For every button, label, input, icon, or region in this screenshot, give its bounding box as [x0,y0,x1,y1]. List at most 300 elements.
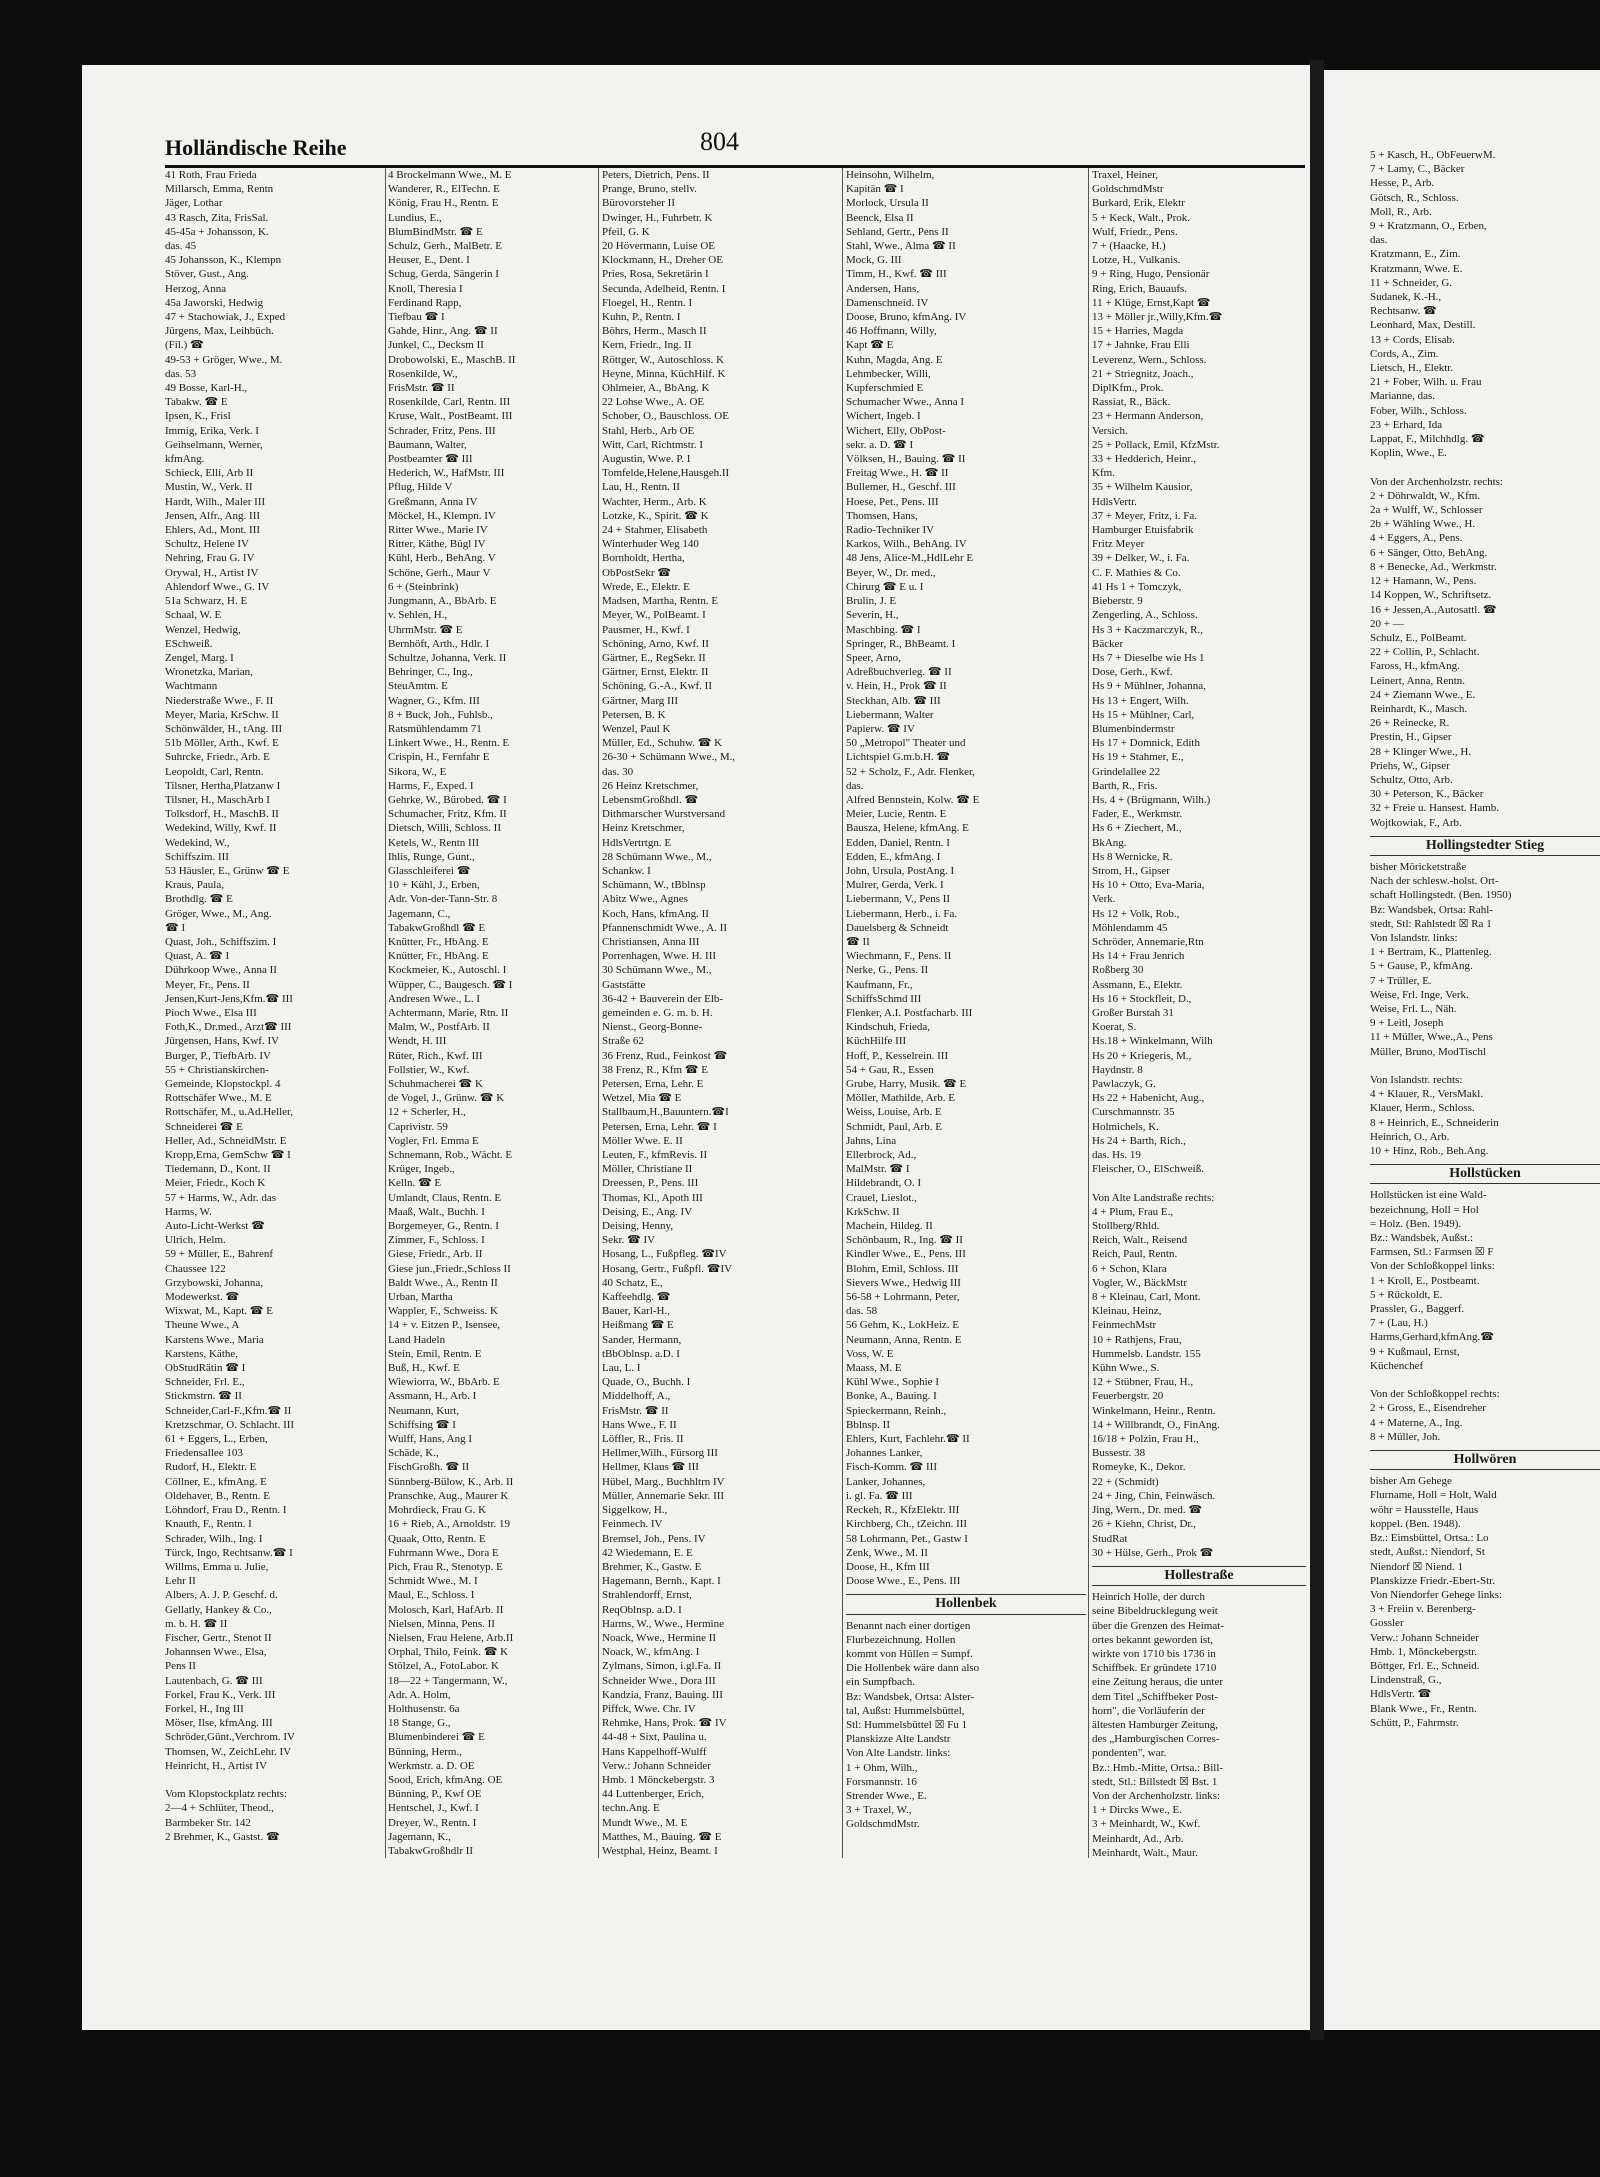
directory-entry: Bz.: Hmb.-Mitte, Ortsa.: Bill- [1092,1761,1224,1774]
directory-entry: Thomsen, W., ZeichLehr. IV [165,1745,292,1758]
directory-entry: Hs 8 Wernicke, R. [1092,850,1173,863]
directory-entry: Petersen, Erna, Lehr. E [602,1078,704,1090]
directory-entry: SteuAmtm. E [388,680,448,693]
directory-entry: 26 + Reinecke, R. [1370,717,1450,730]
directory-entry: stedt, Außst.: Niendorf, St [1370,1546,1485,1559]
directory-entry: bisher Am Gehege [1370,1475,1452,1488]
directory-entry: Giese jun.,Friedr.,Schloss II [388,1262,511,1275]
directory-entry: Flurbezeichnung. Hollen [846,1633,956,1646]
directory-entry: 59 + Müller, E., Bahrenf [165,1248,274,1261]
directory-entry: ☎ II [846,935,870,948]
directory-entry: Hs 7 + Dieselbe wie Hs 1 [1092,651,1205,664]
directory-entry: Schnemann, Rob., Wächt. E [388,1149,513,1162]
directory-entry: Land Hadeln [388,1333,446,1346]
directory-entry: Chirurg ☎ E u. I [846,580,924,593]
directory-entry: 13 + Cords, Elisab. [1370,333,1455,346]
directory-entry: des „Hamburgischen Corres- [1092,1733,1220,1746]
directory-entry: Marianne, das. [1370,390,1436,403]
directory-entry: Schneider,Carl-F.,Kfm.☎ II [165,1404,292,1417]
directory-entry: Tiefbau ☎ I [388,311,445,324]
directory-entry: Knauth, F., Rentn. I [165,1518,252,1531]
directory-entry [1092,1176,1306,1190]
directory-entry: Heinrich, O., Arb. [1370,1130,1450,1143]
directory-entry: 35 + Wilhelm Kausior, [1092,481,1193,494]
directory-entry: Bremsel, Joh., Pens. IV [602,1532,706,1545]
directory-entry: Wulf, Friedr., Pens. [1092,225,1178,238]
directory-entry: Oldehaver, B., Rentn. E [165,1489,270,1502]
directory-entry: bisher Möricketstraße [1370,860,1467,873]
directory-entry: Jürgens, Max, Leihbüch. [165,325,274,338]
directory-entry: eine Zeitung heraus, die unter [1092,1676,1224,1689]
directory-column-2 [388,168,596,1858]
directory-entry: Jäger, Lothar [165,197,223,210]
directory-entry: Lichtspiel G.m.b.H. ☎ [846,751,951,764]
directory-entry: Nach der schlesw.-holst. Ort- [1370,875,1499,888]
directory-entry: Weise, Frl. L., Näh. [1370,1002,1457,1015]
directory-entry: Vogler, W., BäckMstr [1092,1276,1187,1289]
directory-entry: Winterhuder Weg 140 [602,538,699,551]
directory-entry: ReqOblnsp. a.D. I [602,1603,682,1616]
directory-column-right-page [1370,148,1600,1730]
directory-entry: Zengel, Marg. I [165,651,234,664]
directory-entry: HdlsVertr. [1092,495,1137,508]
directory-entry: FrisMstr. ☎ II [602,1404,669,1417]
directory-column-1 [165,168,383,1844]
directory-entry: Kruse, Walt., PostBeamt. III [388,410,513,423]
directory-entry: Dwinger, H., Fuhrbetr. K [602,211,713,224]
directory-entry: Radio-Techniker IV [846,524,935,537]
directory-entry: 8 + Benecke, Ad., Werkmstr. [1370,560,1497,573]
directory-entry: Neumann, Kurt, [388,1404,460,1417]
directory-entry: Benannt nach einer dortigen [846,1619,971,1632]
directory-entry: Rosenkilde, W., [388,367,458,380]
directory-entry: Lau, H., Rentn. II [602,481,680,494]
directory-entry: m. b. H. ☎ II [165,1617,228,1630]
column-divider [842,168,843,1858]
directory-entry: Madsen, Martha, Rentn. E [602,595,719,608]
directory-entry: Lehr II [165,1575,196,1588]
directory-entry: das. [846,779,864,792]
directory-entry: 1 + Bertram, K., Plattenleg. [1370,946,1492,959]
directory-entry: Neumann, Anna, Rentn. E [846,1333,962,1346]
directory-entry: Johannes Lanker, [846,1447,923,1460]
directory-entry: Hs 16 + Stockfleit, D., [1092,992,1192,1005]
directory-entry: Andresen Wwe., L. I [388,992,481,1005]
directory-entry: 24 + Ziemann Wwe., E. [1370,688,1476,701]
directory-entry: Ipsen, K., Frisl [165,410,231,423]
directory-entry: Röttger, W., Autoschloss. K [602,353,725,366]
directory-entry: Liebermann, Walter [846,708,934,721]
directory-entry: Hoese, Pet., Pens. III [846,495,939,508]
directory-entry: ein Sumpfbach. [846,1676,916,1689]
directory-entry: Meyer, W., PolBeamt. I [602,609,706,622]
column-divider [385,168,386,1858]
directory-entry: Völksen, H., Bauing. ☎ II [846,453,966,466]
directory-entry: Mundt Wwe., M. E [602,1816,688,1829]
directory-entry: Schankw. I [602,864,651,877]
directory-entry: Herzog, Anna [165,282,227,295]
directory-entry: Kirchberg, Ch., tZeichn. III [846,1518,968,1531]
directory-entry: Flenker, A.I. Postfacharb. III [846,1006,973,1019]
directory-entry: Ferdinand Rapp, [388,296,462,309]
directory-entry: Wrede, E., Elektr. E [602,580,690,593]
directory-entry: 37 + Meyer, Fritz, i. Fa. [1092,509,1198,522]
directory-entry: Floegel, H., Rentn. I [602,296,693,309]
directory-entry: Müller, Ed., Schuhw. ☎ K [602,737,723,750]
directory-entry: 17 + Jahnke, Frau Elli [1092,339,1190,352]
directory-entry: Karstens Wwe., Maria [165,1333,264,1346]
directory-entry: Heinz Kretschmer, [602,822,685,835]
directory-entry: GoldschmdMstr. [846,1818,920,1831]
directory-entry: Feinmech. IV [602,1518,663,1531]
directory-entry: Zimmer, F., Schloss. I [388,1234,485,1247]
directory-entry: Brulin, J. E [846,595,897,608]
directory-entry: Rottschäfer Wwe., M. E [165,1092,272,1105]
directory-entry: Koplin, Wwe., E. [1370,447,1447,460]
directory-entry: Weise, Frl. Inge, Verk. [1370,988,1469,1001]
directory-entry: Möller Wwe. E. II [602,1134,683,1147]
directory-entry: Möser, Ilse, kfmAng. III [165,1717,273,1730]
directory-entry: Harms, F., Exped. I [388,779,474,792]
directory-column-5 [1092,168,1306,1860]
directory-entry: Hs 20 + Kriegeris, M., [1092,1049,1192,1062]
directory-entry: Theune Wwe., A [165,1319,240,1332]
directory-entry: Kratzmann, E., Zim. [1370,248,1461,261]
directory-entry: Pens II [165,1660,196,1673]
directory-entry: Schöne, Gerh., Maur V [388,566,491,579]
directory-entry: Freitag Wwe., H. ☎ II [846,467,949,480]
directory-entry: Gossler [1370,1617,1404,1630]
directory-entry: Dreyer, W., Rentn. I [388,1816,477,1829]
directory-entry: Kelln. ☎ E [388,1177,442,1190]
directory-entry: Liebermann, Herb., i. Fa. [846,907,958,920]
directory-entry: Geihselmann, Werner, [165,438,263,451]
directory-entry: Blumenbindermstr [1092,722,1175,735]
directory-entry: 58 Lohrmann, Pet., Gastw I [846,1532,968,1545]
directory-entry: 8 + Heinrich, E., Schneiderin [1370,1116,1499,1129]
directory-entry: Fischer, Gertr., Stenot II [165,1631,272,1644]
directory-entry: Gärtner, Marg III [602,694,679,707]
directory-entry: Schiffsing ☎ I [388,1418,456,1431]
directory-entry: Schaal, W. E [165,609,222,622]
column-divider [598,168,599,1858]
directory-entry: 8 + Kleinau, Carl, Mont. [1092,1291,1201,1304]
directory-column-3 [602,168,840,1858]
directory-entry: Wiechmann, F., Pens. II [846,950,952,963]
directory-entry: pondenten", war. [1092,1747,1167,1760]
directory-entry: Rehmke, Hans, Prok. ☎ IV [602,1717,727,1730]
directory-entry: Hagemann, Bernh., Kapt. I [602,1575,721,1588]
directory-entry: Lotze, H., Vulkanis. [1092,254,1181,267]
directory-entry: = Holz. (Ben. 1949). [1370,1217,1462,1230]
directory-entry: 30 + Peterson, K., Bäcker [1370,788,1484,801]
directory-entry: Hs. 4 + (Brügmann, Wilh.) [1092,793,1211,806]
directory-entry: Farmsen, Stl.: Farmsen ☒ F [1370,1246,1494,1259]
directory-entry: Schultze, Johanna, Verk. II [388,651,507,664]
directory-entry: Moll, R., Arb. [1370,205,1432,218]
directory-entry: Heyne, Minna, KüchHilf. K [602,367,726,380]
directory-entry: Sander, Hermann, [602,1333,682,1346]
directory-entry: Prestin, H., Gipser [1370,731,1452,744]
directory-entry: das. 58 [846,1305,878,1318]
directory-entry: das. Hs. 19 [1092,1149,1141,1162]
directory-entry: Wachtmann [165,680,218,693]
directory-entry: Nerke, G., Pens. II [846,964,929,977]
directory-entry: Haydnstr. 8 [1092,1063,1143,1076]
directory-entry: Stahl, Wwe., Alma ☎ II [846,240,956,253]
directory-entry: Harms, W., Wwe., Hermine [602,1617,724,1630]
directory-entry: Ehlers, Kurt, Fachlehr.☎ II [846,1433,970,1446]
directory-entry: Augustin, Wwe. P. I [602,453,691,466]
directory-entry: Edden, Daniel, Rentn. I [846,836,950,849]
directory-entry: Löffler, R., Fris. II [602,1433,684,1446]
directory-entry: bezeichnung, Holl = Hol [1370,1203,1479,1216]
directory-entry: Ratsmühlendamm 71 [388,722,482,735]
directory-entry: Pioch Wwe., Elsa III [165,1006,257,1019]
directory-entry: Westphal, Heinz, Beamt. I [602,1844,718,1857]
directory-entry [1370,1059,1600,1073]
directory-entry: Junkel, C., Decksm II [388,339,484,352]
directory-entry: Beenck, Elsa II [846,211,914,224]
directory-entry: FeinmechMstr [1092,1319,1157,1332]
directory-entry: 12 + Hamann, W., Pens. [1370,575,1477,588]
directory-entry: Schöning, G.-A., Kwf. II [602,680,712,693]
directory-entry: 7 + (Lau, H.) [1370,1317,1428,1330]
directory-entry: Von Islandstr. links: [1370,931,1458,944]
directory-entry: FischGroßh. ☎ II [388,1461,470,1474]
directory-entry: Pawlaczyk, G. [1092,1078,1156,1090]
directory-entry: Steckhan, Alb. ☎ III [846,694,941,707]
directory-entry: 16 + Jessen,A.,Autosattl. ☎ [1370,603,1497,616]
directory-entry: Wetzel, Mia ☎ E [602,1092,682,1105]
page-header [165,125,1305,168]
directory-entry: Chaussee 122 [165,1262,226,1275]
directory-entry: Hans Kappelhoff-Wulff [602,1745,707,1758]
directory-entry: Schuhmacherei ☎ K [388,1078,483,1090]
directory-entry: Curschmannstr. 35 [1092,1106,1175,1119]
directory-entry: 12 + Scherler, H., [388,1106,466,1119]
directory-entry: Wachter, Herm., Arb. K [602,495,707,508]
directory-entry: über die Grenzen des Heimat- [1092,1619,1224,1632]
directory-entry: 21 + Striegnitz, Joach., [1092,367,1194,380]
directory-entry: Vom Klopstockplatz rechts: [165,1788,287,1801]
directory-entry: Drobowolski, E., MaschB. II [388,353,516,366]
directory-column-4 [846,168,1086,1832]
directory-entry: 14 + Willbrandt, O., FinAng. [1092,1418,1220,1431]
directory-entry: Schumacher, Fritz, Kfm. II [388,808,507,821]
directory-entry: Kraus, Paula, [165,879,224,892]
directory-entry: 41 Hs 1 + Tomczyk, [1092,580,1182,593]
directory-entry: Brothdlg. ☎ E [165,893,233,906]
directory-entry: Wixwat, M., Kapt. ☎ E [165,1305,273,1318]
directory-entry: 32 + Freie u. Hansest. Hamb. [1370,802,1500,815]
directory-entry: Noack, W., kfmAng. I [602,1646,700,1659]
directory-entry: Holthusenstr. 6a [388,1702,460,1715]
directory-entry: Blank Wwe., Fr., Rentn. [1370,1702,1477,1715]
directory-entry: 57 + Harms, W., Adr. das [165,1191,277,1204]
directory-entry: Schröder, Annemarie,Rtn [1092,935,1204,948]
street-section-heading: Hollestraße [1092,1566,1306,1586]
directory-entry: Stallbaum,H.,Bauuntern.☎I [602,1106,729,1119]
directory-entry: Liebermann, V., Pens II [846,893,951,906]
directory-entry: Jensen, Alfr., Ang. III [165,509,261,522]
directory-entry: stedt, Stl.: Billstedt ☒ Bst. 1 [1092,1775,1218,1788]
directory-entry: Reich, Walt., Reisend [1092,1234,1188,1247]
directory-entry: Holmichels, K. [1092,1120,1159,1133]
directory-entry: Kuhn, P., Rentn. I [602,311,681,324]
directory-entry: Meinhardt, Walt., Maur. [1092,1846,1198,1859]
directory-entry: Hmb. 1, Mönckebergstr. [1370,1645,1478,1658]
directory-entry: Gehrke, W., Bürobed. ☎ I [388,793,507,806]
directory-entry: John, Ursula, PostAng. I [846,864,955,877]
directory-entry: Orphal, Thilo, Feink. ☎ K [388,1646,509,1659]
directory-entry: 23 + Hermann Anderson, [1092,410,1204,423]
directory-entry: Mulrer, Gerda, Verk. I [846,879,944,892]
directory-entry: Hs 15 + Mühlner, Carl, [1092,708,1195,721]
directory-entry: Wanderer, R., ElTechn. E [388,183,500,196]
directory-entry: 25 + Pollack, Emil, KfzMstr. [1092,438,1220,451]
directory-entry: Nienst., Georg-Bonne- [602,1021,703,1034]
directory-entry: Alfred Bennstein, Kolw. ☎ E [846,793,980,806]
directory-entry: 49 Bosse, Karl-H., [165,382,248,395]
directory-entry: Tomfelde,Helene,Hausgeh.II [602,467,730,480]
directory-entry: Maaß, Walt., Buchh. I [388,1205,485,1218]
directory-entry: Schiffbek. Er gründete 1710 [1092,1662,1217,1675]
directory-entry: Müller, Annemarie Sekr. III [602,1489,725,1502]
directory-entry: i. gl. Fa. ☎ III [846,1489,913,1502]
directory-entry: horn", die Vorläuferin der [1092,1704,1205,1717]
directory-entry: Ohlmeier, A., BbAng. K [602,382,710,395]
directory-entry: Hs 24 + Barth, Rich., [1092,1134,1186,1147]
directory-entry: 2—4 + Schlüter, Theod., [165,1802,274,1815]
directory-entry: Roßberg 30 [1092,964,1144,977]
directory-entry: Noack, Wwe., Hermine II [602,1631,717,1644]
directory-entry: Damenschneid. IV [846,296,929,309]
directory-entry: Dose, Gerh., Kwf. [1092,666,1173,679]
directory-entry: Klockmann, H., Dreher OE [602,254,723,267]
directory-entry: TabakwGroßhdlr II [388,1844,474,1857]
directory-entry: Verw.: Johann Schneider [602,1759,711,1772]
directory-entry: Kuhn, Magda, Ang. E [846,353,943,366]
directory-entry: Hesse, P., Arb. [1370,177,1435,190]
directory-entry: Wedekind, Willy, Kwf. II [165,822,277,835]
directory-entry: Rüter, Rich., Kwf. III [388,1049,483,1062]
directory-entry: Fober, Wilh., Schloss. [1370,404,1467,417]
directory-entry: Burkard, Erik, Elektr [1092,197,1185,210]
directory-entry: Postbeamter ☎ III [388,453,473,466]
directory-entry: Wojtkowiak, F., Arb. [1370,816,1462,829]
directory-entry: Burger, P., TiefbArb. IV [165,1049,272,1062]
directory-entry: Hentschel, J., Kwf. I [388,1802,479,1815]
directory-entry: Gahde, Hinr., Ang. ☎ II [388,325,498,338]
directory-entry: 40 Schatz, E., [602,1276,663,1289]
directory-entry: Middelhoff, A., [602,1390,671,1403]
directory-entry: Porrenhagen, Wwe. H. III [602,950,717,963]
directory-entry: Sekr. ☎ IV [602,1234,656,1247]
directory-entry: Zylmans, Simon, i.gl.Fa. II [602,1660,722,1673]
directory-entry: Matthes, M., Bauing. ☎ E [602,1830,722,1843]
directory-entry: kommt von Hüllen = Sumpf. [846,1647,973,1660]
directory-entry: 22 + Collin, P., Schlacht. [1370,646,1480,659]
directory-entry: 10 + Rathjens, Frau, [1092,1333,1182,1346]
directory-entry: 9 + Kratzmann, O., Erben, [1370,220,1487,233]
directory-entry: Karkos, Wilh., BehAng. IV [846,538,967,551]
directory-entry: 45 Johansson, K., Klempn [165,254,282,267]
directory-entry: Kaufmann, Fr., [846,978,913,991]
directory-entry: 30 Schümann Wwe., M., [602,964,712,977]
directory-entry: Kapitän ☎ I [846,183,904,196]
directory-entry: Grindelallee 22 [1092,765,1161,778]
directory-entry: Versich. [1092,424,1128,437]
directory-entry: Möckel, H., Klempn. IV [388,509,496,522]
directory-entry: Albers, A. J. P. Geschf. d. [165,1589,278,1602]
directory-entry: Möller, Mathilde, Arb. E [846,1092,955,1105]
directory-entry: Orywal, H., Artist IV [165,566,259,579]
directory-entry: Rosenkilde, Carl, Rentn. III [388,396,511,409]
directory-entry: 10 + Kühl, J., Erben, [388,879,480,892]
directory-entry: Mohrdieck, Frau G. K [388,1504,487,1517]
directory-entry: Stickmstrn. ☎ II [165,1390,242,1403]
directory-entry: Wiewiorra, W., BbArb. E [388,1376,500,1389]
directory-entry: GoldschmdMstr [1092,183,1164,196]
directory-entry: Schrader, Wilh., Ing. I [165,1532,263,1545]
directory-entry: Gärtner, E., RegSekr. II [602,651,706,664]
directory-entry: HdlsVertr. ☎ [1370,1688,1432,1701]
directory-entry: Schieck, Elli, Arb II [165,467,254,480]
directory-entry: Schober, O., Bauschloss. OE [602,410,729,423]
directory-entry: Prassler, G., Baggerf. [1370,1303,1465,1316]
directory-entry: 44 Luttenberger, Erich, [602,1788,704,1801]
directory-entry: Planskizze Friedr.-Ebert-Str. [1370,1574,1495,1587]
directory-entry: Speer, Arno, [846,651,901,664]
directory-entry: Urban, Martha [388,1291,453,1304]
directory-entry: Klauer, Herm., Schloss. [1370,1102,1475,1115]
directory-entry: 45a Jaworski, Hedwig [165,296,264,309]
directory-entry: Pfeil, G. K [602,225,650,238]
directory-entry: 8 + Müller, Joh. [1370,1430,1441,1443]
directory-entry: Prange, Bruno, stellv. [602,183,697,196]
directory-entry: 18—22 + Tangermann, W., [388,1674,508,1687]
directory-entry: Ulrich, Helm. [165,1234,226,1247]
directory-entry: Crauel, Lieslot., [846,1191,917,1204]
directory-entry: Nielsen, Minna, Pens. II [388,1617,495,1630]
directory-entry: Dreessen, P., Pens. III [602,1177,699,1190]
directory-entry: 1 + Ohm, Wilh., [846,1761,918,1774]
directory-entry: 51b Möller, Arth., Kwf. E [165,737,279,750]
directory-entry: Sehland, Gertr., Pens II [846,225,949,238]
directory-entry: Hosang, L., Fußpfleg. ☎IV [602,1248,727,1261]
directory-entry: ältesten Hamburger Zeitung, [1092,1718,1218,1731]
directory-entry [1370,1373,1600,1387]
directory-entry: Schröder,Günt.,Verchrom. IV [165,1731,295,1744]
directory-entry: 47 + Stachowiak, J., Exped [165,311,286,324]
directory-entry: 49-53 + Gröger, Wwe., M. [165,353,283,366]
directory-entry: ObPostSekr ☎ [602,566,672,579]
directory-entry: Fader, E., Werkmstr. [1092,808,1183,821]
directory-entry: Blohm, Emil, Schloss. III [846,1262,959,1275]
directory-entry: Meyer, Maria, KrSchw. II [165,708,279,721]
directory-entry: Möhlendamm 45 [1092,921,1168,934]
directory-entry: Glasschleiferei ☎ [388,864,471,877]
directory-entry: 53 Häusler, E., Grünw ☎ E [165,864,290,877]
directory-entry: Gärtner, Ernst, Elektr. II [602,666,709,679]
directory-entry: Jungmann, A., BbArb. E [388,595,497,608]
directory-entry: Willms, Emma u. Julie, [165,1560,269,1573]
directory-entry: Hildebrandt, O. I [846,1177,922,1190]
directory-entry: Malm, W., PostfArb. II [388,1021,490,1034]
directory-entry: Schönwälder, H., tAng. III [165,722,283,735]
directory-entry: Spieckermann, Reinh., [846,1404,947,1417]
